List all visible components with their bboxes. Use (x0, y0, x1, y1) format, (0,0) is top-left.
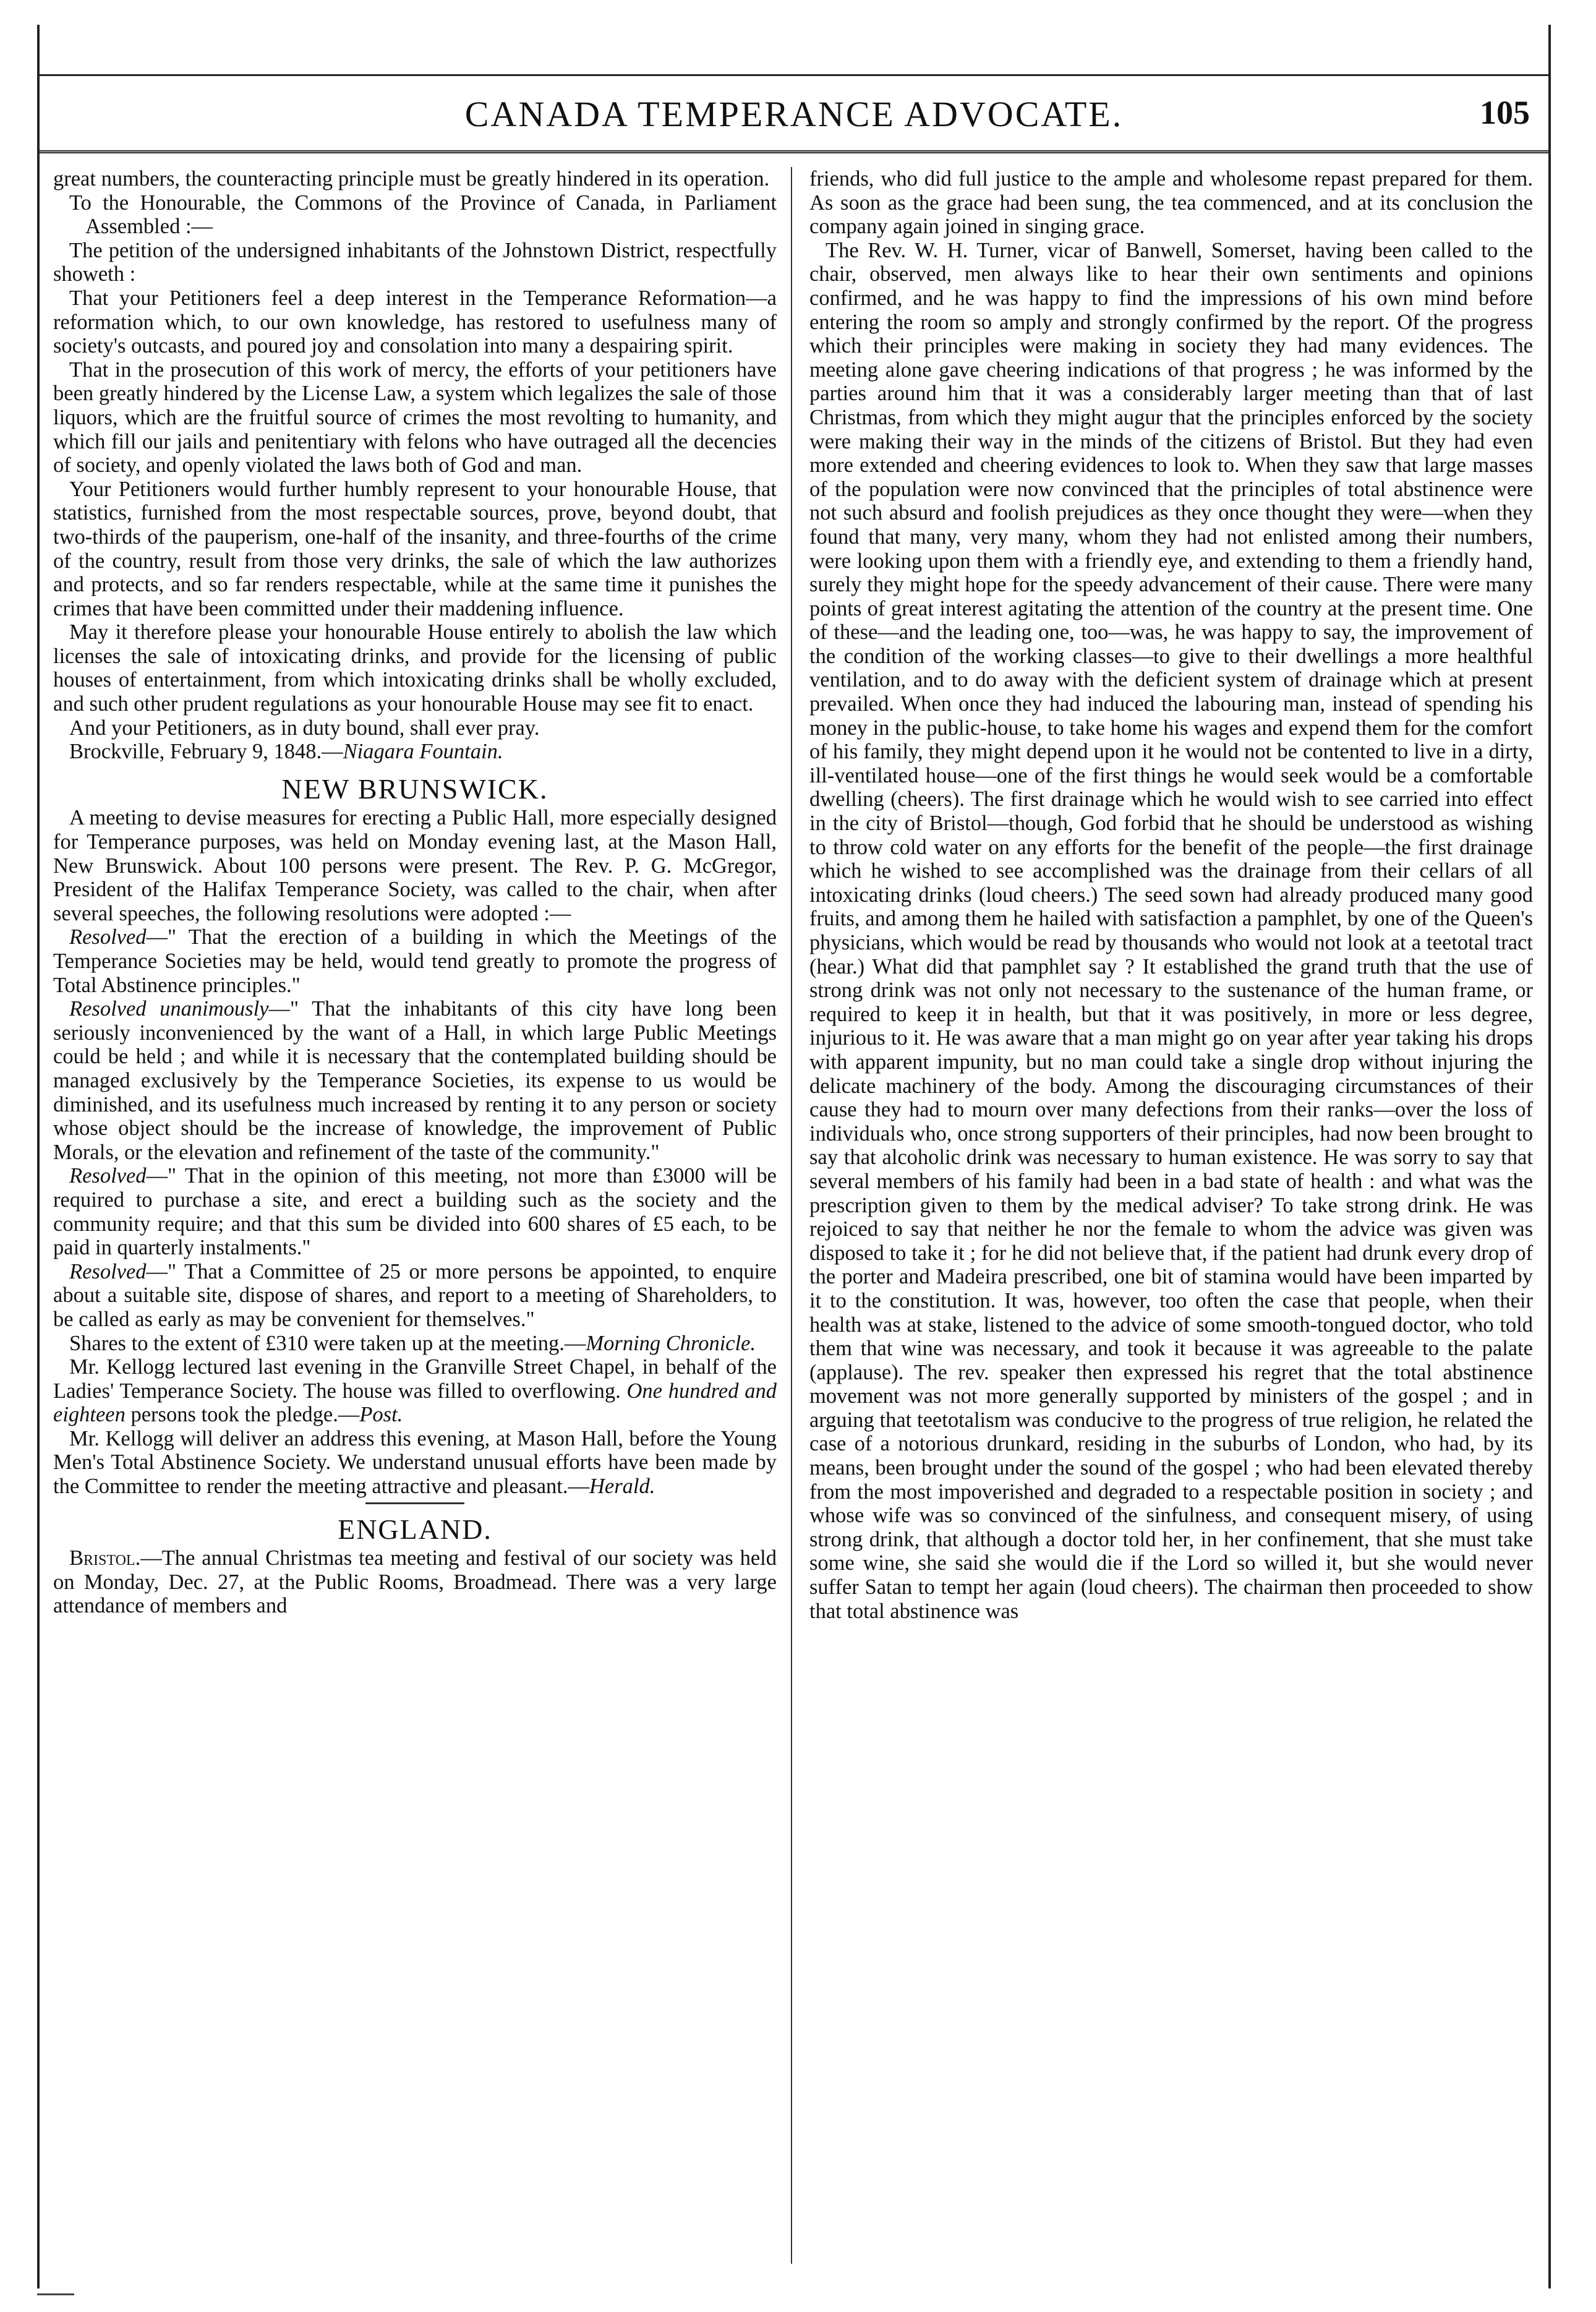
signature-text: Brockville, February 9, 1848.— (69, 740, 343, 764)
emphasis: One hundred and eighteen (53, 1379, 777, 1427)
paragraph: Your Petitioners would further humbly represent to your honourable House, that statistics, furnished from the most respectable sources, prove, beyond doubt, that two-thirds of the pauperism, one-half of the insanity, and three-fourths of the crime of the country, result from those very drinks, the sale of which the law authorizes and protects, and so far renders respectable, while at the same time it punishes the crimes that have been committed under their maddening influence. (53, 477, 777, 620)
page-number: 105 (1480, 94, 1530, 131)
paragraph (53, 1427, 777, 1499)
resolution-lead: Resolved (69, 925, 147, 949)
section-heading-england: ENGLAND. (338, 1513, 492, 1545)
paragraph (53, 1355, 777, 1427)
resolution-text: —" That a Committee of 25 or more persons be appointed, to enquire about a suitable site, dispose of shares, and report to a meeting of Shareholders, to be called as early as may be convenient for themselves." (53, 1259, 777, 1331)
source-credit: Niagara Fountain. (343, 740, 503, 764)
resolution-text: —" That in the opinion of this meeting, not more than £3000 will be required to purchase a site, and erect a building such as the society and the community require; and that this sum be divided into 600 shares of £5 each, to be paid in quarterly instalments." (53, 1164, 777, 1260)
resolution-lead: Resolved (69, 1259, 147, 1283)
newspaper-page (37, 25, 1551, 2288)
paragraph-text: persons took the pledge.— (130, 1403, 360, 1427)
footer-rule (37, 2293, 74, 2295)
resolution (53, 925, 777, 997)
paragraph: friends, who did full justice to the ample and wholesome repast prepared for them. As soon as the grace had been sung, the tea commenced, and at its conclusion the company again joined in singing grace. (809, 167, 1533, 239)
column-divider (791, 167, 792, 2264)
paragraph-text: Mr. Kellogg will deliver an address this evening, at Mason Hall, before the Young Men's Total Abstinence Society. We understand unusual efforts have been made by the Committee to render the meeting attractive and pleasant.— (53, 1426, 777, 1499)
resolution-text: —" That the erection of a building in which the Meetings of the Temperance Societies may be held, would tend greatly to promote the progress of Total Abstinence principles." (53, 925, 777, 997)
paragraph: And your Petitioners, as in duty bound, shall ever pray. (69, 716, 540, 740)
resolution (53, 1164, 777, 1259)
resolution-text: —" That the inhabitants of this city have long been seriously inconvenienced by the want of a Hall, in which large Public Meetings could be held ; and while it is necessary that the contemplated building should be managed exclusively by the Temperance Societies, its expense to us would be diminished, and its usefulness much increased by renting it to any person or society whose object should be the increase of knowledge, the improvement of Public Morals, or the elevation and refinement of the taste of the community." (53, 997, 777, 1164)
source-credit: Post. (359, 1403, 403, 1427)
left-column (53, 167, 777, 1618)
right-column (809, 167, 1533, 1623)
dateline: Bristol. (69, 1546, 141, 1570)
paragraph (53, 1546, 777, 1618)
source-credit: Herald. (589, 1475, 655, 1499)
page-title: CANADA TEMPERANCE ADVOCATE. (464, 94, 1124, 134)
paragraph-text: Mr. Kellogg lectured last evening in the Granville Street Chapel, in behalf of the Ladies' Temperance Society. The house was filled to overflowing. (53, 1355, 777, 1403)
source-credit: Morning Chronicle. (586, 1331, 756, 1355)
resolution (53, 997, 777, 1164)
section-divider (365, 1502, 464, 1504)
resolution-lead: Resolved unanimously (69, 997, 269, 1021)
paragraph: That in the prosecution of this work of mercy, the efforts of your petitioners have been greatly hindered by the License Law, a system which legalizes the sale of those liquors, which are the fruitful source of crimes the most revolting to humanity, and which fill our jails and penitentiary with felons who have outraged all the decencies of society, and openly violated the laws both of God and man. (53, 358, 777, 477)
section-heading-new-brunswick: NEW BRUNSWICK. (281, 773, 548, 805)
paragraph: May it therefore please your honourable House entirely to abolish the law which licenses the sale of intoxicating drinks, and provide for the licensing of public houses of entertainment, from which intoxicating drinks shall be wholly excluded, and such other prudent regulations as your honourable House may see fit to enact. (53, 620, 777, 716)
paragraph: great numbers, the counteracting principle must be greatly hindered in its operation. (53, 167, 770, 191)
paragraph-text: —The annual Christmas tea meeting and festival of our society was held on Monday, Dec. 27, at the Public Rooms, Broadmead. There was a very large attendance of members and (53, 1546, 777, 1618)
petition-address: To the Honourable, the Commons of the Province of Canada, in Parliament Assembled :— (69, 191, 777, 239)
signature-line (53, 740, 777, 764)
resolution (53, 1260, 777, 1332)
paragraph: The petition of the undersigned inhabitants of the Johnstown District, respectfully showeth : (53, 238, 777, 286)
masthead (40, 74, 1548, 153)
paragraph: The Rev. W. H. Turner, vicar of Banwell, Somerset, having been called to the chair, observed, men always like to hear their own sentiments and opinions confirmed, and he was happy to find the impressions of his own mind before entering the room so amply and strongly confirmed by the report. Of the progress which their principles were making in society they had many evidences. The meeting alone gave cheering indications of that progress ; he was informed by the parties around him that it was a considerably larger meeting than that of last Christmas, from which they might augur that the principles enforced by the society were making their way in the minds of the citizens of Bristol. But they had even more extended and cheering evidences to look to. When they saw that large masses of the population were now convinced that the principles of total abstinence were not such absurd and foolish prejudices as they once thought they were—when they found that many, very many, whom they had not enlisted among their numbers, were looking upon them with a friendly eye, and extending to them a friendly hand, surely they might hope for the speedy advancement of their cause. There were many points of great interest agitating the attention of the country at the present time. One of these—and the leading one, too—was, he was happy to say, the improvement of the condition of the working classes—to give to their dwellings a more healthful ventilation, and to do away with the deficient system of drainage which at present prevailed. When once they had induced the labouring man, instead of spending his money in the public-house, to take home his wages and expend them for the comfort of his family, they might depend upon it he would not be contented to live in a dirty, ill-ventilated house—one of the first things he would seek would be a comfortable dwelling (cheers). The first drainage which he would wish to see carried into effect in the city of Bristol—though, God forbid that he should be understood as wishing to throw cold water on any efforts for the benefit of the people—the first drainage which he wished to see accomplished was the drainage from their cellars of all intoxicating drinks (loud cheers.) The seed sown had already produced many good fruits, and among them he hailed with satisfaction a pamphlet, by one of the Queen's physicians, which would be read by thousands who would not look at a teetotal tract (hear.) What did that pamphlet say ? It established the grand truth that the use of strong drink was not only not necessary to the sustenance of the human frame, or required to keep it in health, but that it was positively, in more or less degree, injurious to it. He was aware that a man might go on year after year taking his drops with apparent impunity, but no man could take a single drop without injuring the delicate machinery of the body. Among the discouraging circumstances of their cause they had to mourn over many defections from their ranks—over the loss of individuals who, once strong supporters of their principles, had now been brought to say that alcoholic drink was necessary to human existence. He was sorry to say that several members of his family had been in a bad state of health : and what was the prescription given to them by the medical adviser? To take strong drink. He was rejoiced to say that neither he nor the female to whom the advice was given was disposed to take it ; for he did not believe that, if the patient had drunk every drop of the porter and Madeira prescribed, one bit of stamina would have been imparted by it to the constitution. It was, however, too often the case that people, when their health was at stake, listened to the advice of some smooth-tongued doctor, who told them that wine was necessary, and took it because it was agreeable to the palate (applause). The rev. speaker then expressed his regret that the total abstinence movement was not more generally supported by ministers of the gospel ; and in arguing that teetotalism was conducive to the progress of true religion, he related the case of a notorious drunkard, residing in the suburbs of London, who had, by its means, been brought under the sound of the gospel ; who had been elevated thereby from the most impoverished and degraded to a respectable position in society ; and whose wife was so convinced of the sinfulness, and consequent misery, of using strong drink, that although a doctor told her, in her confinement, that she must take some wine, she said she would die if the Lord so willed it, but she would never suffer Satan to tempt her again (loud cheers). The chairman then proceeded to show that total abstinence was (809, 238, 1533, 1623)
paragraph (53, 1332, 777, 1356)
resolution-lead: Resolved (69, 1164, 147, 1188)
paragraph-text: Shares to the extent of £310 were taken up at the meeting.— (69, 1331, 586, 1355)
paragraph: A meeting to devise measures for erecting a Public Hall, more especially designed for Temperance purposes, was held on Monday evening last, at the Mason Hall, New Brunswick. About 100 persons were present. The Rev. P. G. McGregor, President of the Halifax Temperance Society, was called to the chair, when after several speeches, the following resolutions were adopted :— (53, 806, 777, 925)
paragraph: That your Petitioners feel a deep interest in the Temperance Reformation—a reformation which, to our own knowledge, has restored to usefulness many of society's outcasts, and poured joy and consolation into many a despairing spirit. (53, 286, 777, 358)
